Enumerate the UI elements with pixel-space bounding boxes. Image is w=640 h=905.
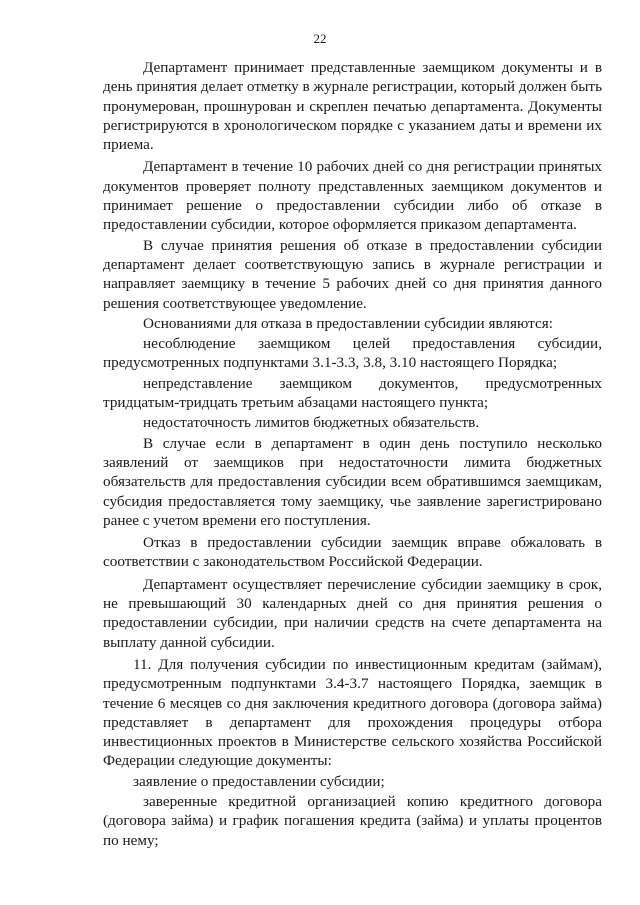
list-item-ground-3: недостаточность лимитов бюджетных обязательств. [143, 414, 480, 432]
document-body [103, 58, 602, 850]
paragraph-refusal-grounds: Основаниями для отказа в предоставлении субсидии являются: [143, 314, 553, 332]
paragraph-refusal-notice: В случае принятия решения об отказе в предоставлении субсидии департамент делает соответствующую запись в журнале регистрации и направляет заемщику в течение 5 рабочих дней со дня принятия данного решения соответствующее уведомление. [103, 236, 602, 312]
list-item-ground-1: несоблюдение заемщиком целей предоставления субсидии, предусмотренных подпунктами 3.1-3.3, 3.8, 3.10 настоящего Порядка; [103, 335, 602, 372]
list-item-loan-copy: заверенные кредитной организацией копию кредитного договора (договора займа) и график погашения кредита (займа) и уплаты процентов по нему; [103, 792, 602, 849]
paragraph-transfer: Департамент осуществляет перечисление субсидии заемщику в срок, не превышающий 30 календарных дней со дня принятия решения о предоставлении субсидии, при наличии средств на счете департамента на выплату данной субсидии. [103, 575, 602, 651]
paragraph-appeal: Отказ в предоставлении субсидии заемщик вправе обжаловать в соответствии с законодательством Российской Федерации. [103, 534, 602, 571]
paragraph-registration: Департамент принимает представленные заемщиком документы и в день принятия делает отметку в журнале регистрации, который должен быть пронумерован, прошнурован и скреплен печатью департамента. Документы регистрируются в хронологическом порядке с указанием даты и времени их приема. [103, 59, 602, 154]
paragraph-review: Департамент в течение 10 рабочих дней со дня регистрации принятых документов проверяет полноту представленных заемщиком документов и принимает решение о предоставлении субсидии либо об отказе в предоставлении субсидии, которое оформляется приказом департамента. [103, 158, 602, 234]
list-item-ground-2: непредставление заемщиком документов, предусмотренных тридцатым-тридцать третьим абзацами настоящего пункта; [103, 374, 602, 412]
page-number: 22 [313, 31, 327, 46]
paragraph-item-11: 11. Для получения субсидии по инвестиционным кредитам (займам), предусмотренным подпунктами 3.4-3.7 настоящего Порядка, заемщик в течение 6 месяцев со дня заключения кредитного договора (договора займа) представляет в департамент для прохождения процедуры отбора инвестиционных проектов в Министерстве сельского хозяйства Российской Федерации следующие документы: [103, 655, 602, 770]
paragraph-same-day-applications: В случае если в департамент в один день поступило несколько заявлений от заемщиков при недостаточности лимита бюджетных обязательств для предоставления субсидии всем обратившимся заемщикам, субсидия предоставляется тому заемщику, чье заявление зарегистрировано ранее с учетом времени его поступления. [103, 434, 602, 529]
list-item-application: заявление о предоставлении субсидии; [133, 772, 385, 790]
